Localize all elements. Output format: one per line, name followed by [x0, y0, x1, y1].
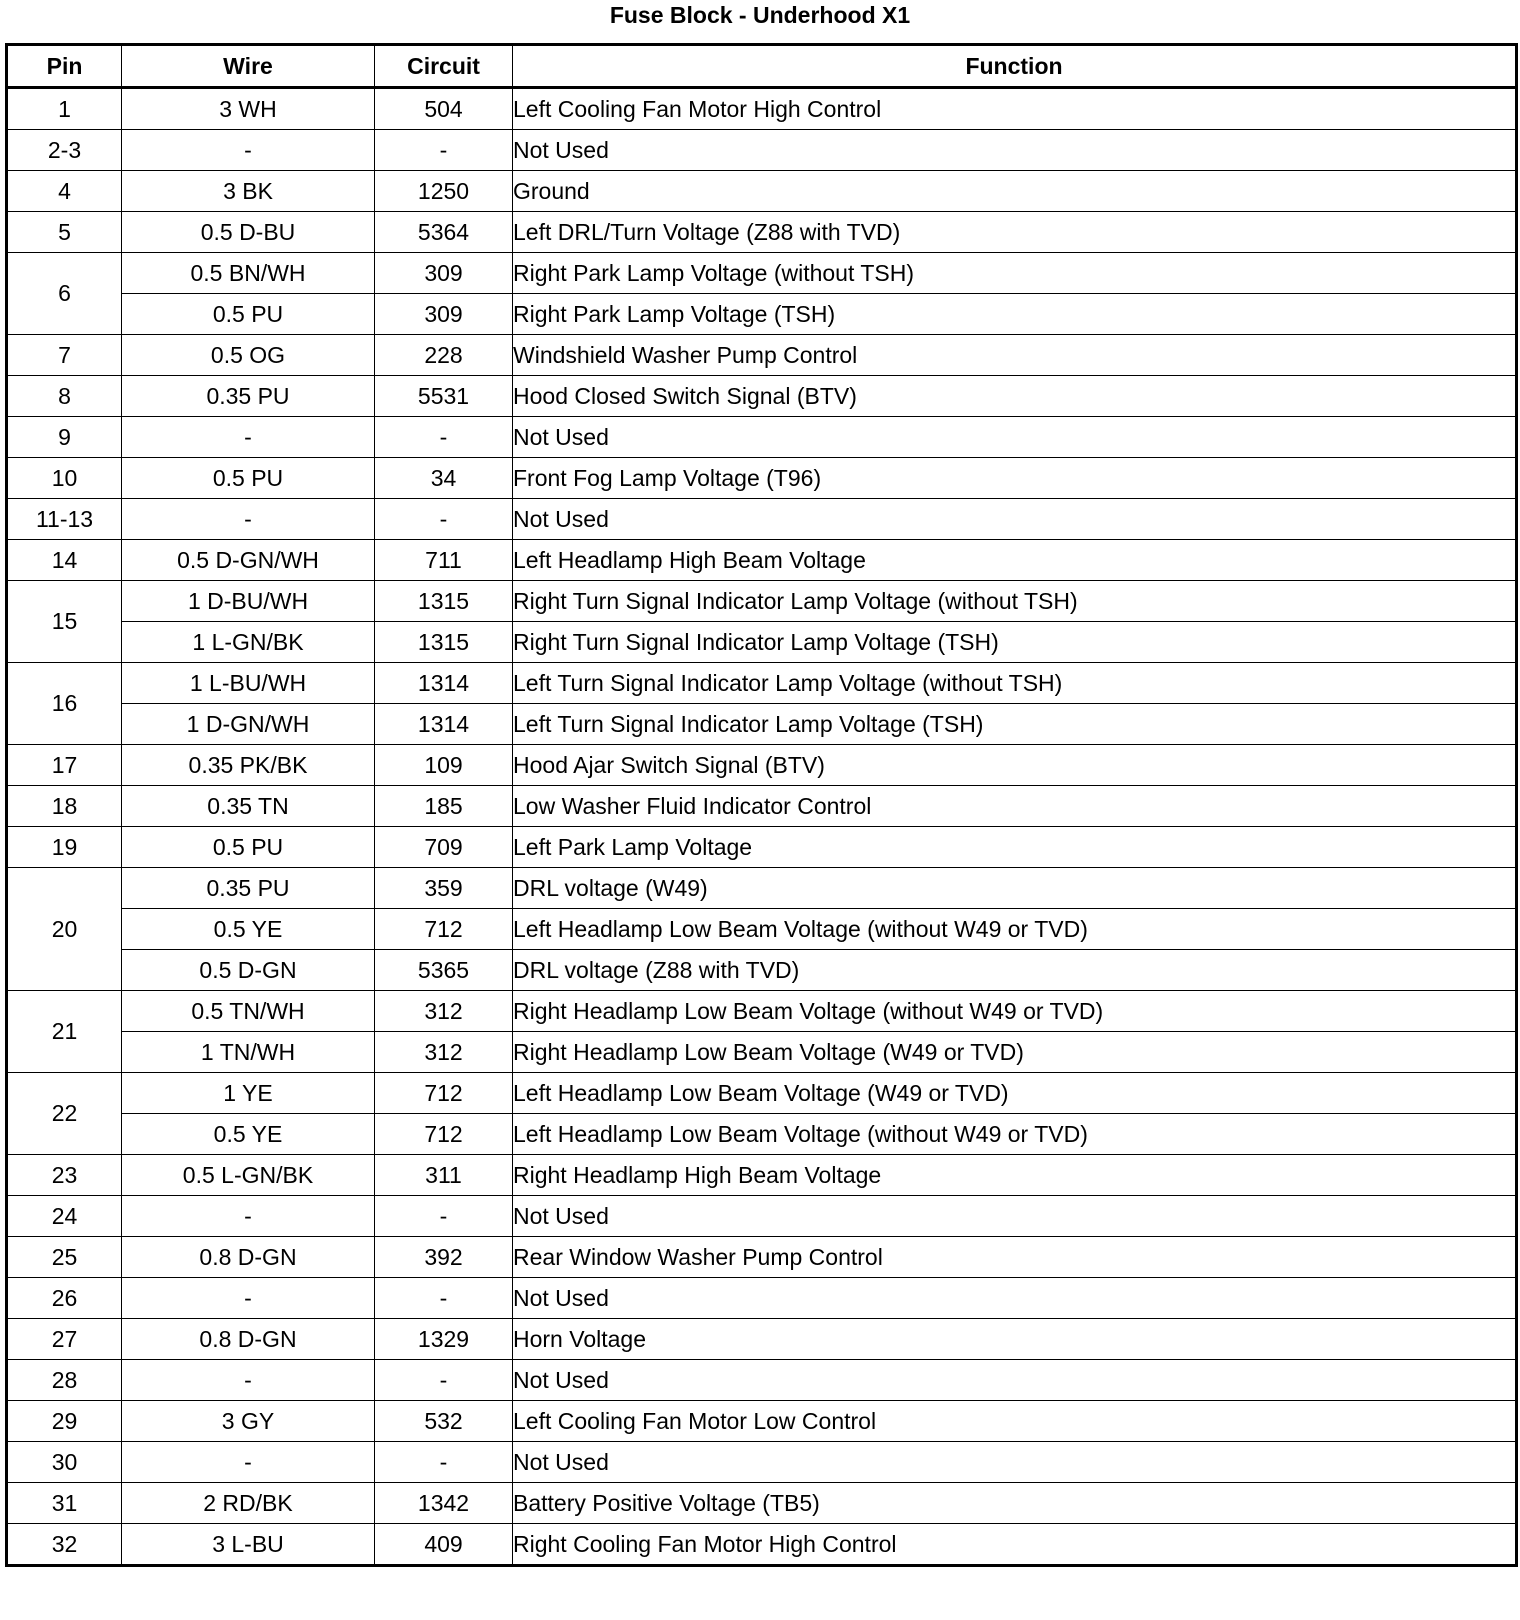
wire-cell: 2 RD/BK	[122, 1483, 375, 1524]
pin-cell: 25	[7, 1237, 122, 1278]
circuit-cell: 711	[375, 540, 513, 581]
pin-cell: 7	[7, 335, 122, 376]
table-row	[7, 909, 1517, 950]
table-row	[7, 1442, 1517, 1483]
function-cell: Hood Closed Switch Signal (BTV)	[513, 376, 1517, 417]
circuit-cell: 1329	[375, 1319, 513, 1360]
circuit-cell: 709	[375, 827, 513, 868]
pin-cell: 28	[7, 1360, 122, 1401]
pin-cell: 1	[7, 88, 122, 130]
function-cell: Left Headlamp Low Beam Voltage (without W49 or TVD)	[513, 1114, 1517, 1155]
function-cell: Left Cooling Fan Motor High Control	[513, 88, 1517, 130]
function-cell: Left Headlamp High Beam Voltage	[513, 540, 1517, 581]
table-row	[7, 376, 1517, 417]
function-cell: Rear Window Washer Pump Control	[513, 1237, 1517, 1278]
table-row	[7, 1032, 1517, 1073]
circuit-cell: 5365	[375, 950, 513, 991]
function-cell: DRL voltage (Z88 with TVD)	[513, 950, 1517, 991]
circuit-cell: 228	[375, 335, 513, 376]
wire-cell: 1 TN/WH	[122, 1032, 375, 1073]
table-row	[7, 827, 1517, 868]
pin-cell: 10	[7, 458, 122, 499]
table-row	[7, 335, 1517, 376]
wire-cell: 0.35 PK/BK	[122, 745, 375, 786]
function-cell: Left Headlamp Low Beam Voltage (without W49 or TVD)	[513, 909, 1517, 950]
function-cell: Left Turn Signal Indicator Lamp Voltage (TSH)	[513, 704, 1517, 745]
header-pin: Pin	[7, 45, 122, 88]
function-cell: Windshield Washer Pump Control	[513, 335, 1517, 376]
pin-cell: 2-3	[7, 130, 122, 171]
function-cell: Not Used	[513, 417, 1517, 458]
pin-cell: 30	[7, 1442, 122, 1483]
table-row	[7, 499, 1517, 540]
wire-cell: -	[122, 1278, 375, 1319]
wire-cell: -	[122, 499, 375, 540]
function-cell: Not Used	[513, 1278, 1517, 1319]
wire-cell: 1 L-BU/WH	[122, 663, 375, 704]
table-row	[7, 1483, 1517, 1524]
table-row	[7, 622, 1517, 663]
table-row	[7, 1319, 1517, 1360]
pin-table	[5, 43, 1518, 1567]
circuit-cell: 1315	[375, 622, 513, 663]
wire-cell: 0.5 TN/WH	[122, 991, 375, 1032]
table-row	[7, 417, 1517, 458]
circuit-cell: 34	[375, 458, 513, 499]
wire-cell: 0.5 PU	[122, 827, 375, 868]
table-row	[7, 991, 1517, 1032]
table-row	[7, 745, 1517, 786]
pin-cell: 11-13	[7, 499, 122, 540]
circuit-cell: 312	[375, 1032, 513, 1073]
table-row	[7, 1524, 1517, 1566]
pin-cell: 24	[7, 1196, 122, 1237]
pin-cell: 4	[7, 171, 122, 212]
circuit-cell: 109	[375, 745, 513, 786]
pin-cell: 8	[7, 376, 122, 417]
wire-cell: 3 GY	[122, 1401, 375, 1442]
table-row	[7, 1155, 1517, 1196]
wire-cell: -	[122, 130, 375, 171]
pin-cell: 27	[7, 1319, 122, 1360]
function-cell: Right Cooling Fan Motor High Control	[513, 1524, 1517, 1566]
pin-cell: 29	[7, 1401, 122, 1442]
table-row	[7, 540, 1517, 581]
table-row	[7, 130, 1517, 171]
table-row	[7, 581, 1517, 622]
wire-cell: 3 BK	[122, 171, 375, 212]
circuit-cell: 1250	[375, 171, 513, 212]
pin-cell: 26	[7, 1278, 122, 1319]
wire-cell: 0.8 D-GN	[122, 1237, 375, 1278]
circuit-cell: -	[375, 1442, 513, 1483]
table-row	[7, 1196, 1517, 1237]
function-cell: Low Washer Fluid Indicator Control	[513, 786, 1517, 827]
function-cell: Right Park Lamp Voltage (TSH)	[513, 294, 1517, 335]
wire-cell: -	[122, 417, 375, 458]
circuit-cell: -	[375, 1196, 513, 1237]
wire-cell: 0.35 PU	[122, 868, 375, 909]
pin-cell: 19	[7, 827, 122, 868]
function-cell: Left Turn Signal Indicator Lamp Voltage (without TSH)	[513, 663, 1517, 704]
wire-cell: -	[122, 1360, 375, 1401]
function-cell: Right Headlamp High Beam Voltage	[513, 1155, 1517, 1196]
circuit-cell: 712	[375, 1114, 513, 1155]
wire-cell: 0.5 BN/WH	[122, 253, 375, 294]
wire-cell: -	[122, 1196, 375, 1237]
pin-cell: 9	[7, 417, 122, 458]
table-row	[7, 1360, 1517, 1401]
function-cell: Left Park Lamp Voltage	[513, 827, 1517, 868]
table-row	[7, 704, 1517, 745]
wire-cell: 0.5 PU	[122, 294, 375, 335]
pin-cell: 18	[7, 786, 122, 827]
circuit-cell: 309	[375, 253, 513, 294]
circuit-cell: 1315	[375, 581, 513, 622]
circuit-cell: 504	[375, 88, 513, 130]
header-circuit: Circuit	[375, 45, 513, 88]
wire-cell: 3 WH	[122, 88, 375, 130]
circuit-cell: 359	[375, 868, 513, 909]
pin-cell: 22	[7, 1073, 122, 1155]
function-cell: Battery Positive Voltage (TB5)	[513, 1483, 1517, 1524]
pin-cell: 6	[7, 253, 122, 335]
wire-cell: 0.5 YE	[122, 1114, 375, 1155]
pin-cell: 23	[7, 1155, 122, 1196]
circuit-cell: -	[375, 1278, 513, 1319]
function-cell: Not Used	[513, 1196, 1517, 1237]
table-row	[7, 786, 1517, 827]
table-row	[7, 253, 1517, 294]
pin-cell: 20	[7, 868, 122, 991]
function-cell: Right Headlamp Low Beam Voltage (W49 or TVD)	[513, 1032, 1517, 1073]
table-body	[7, 88, 1517, 1566]
wire-cell: 1 YE	[122, 1073, 375, 1114]
wire-cell: -	[122, 1442, 375, 1483]
wire-cell: 1 D-GN/WH	[122, 704, 375, 745]
wire-cell: 0.5 OG	[122, 335, 375, 376]
table-row	[7, 294, 1517, 335]
circuit-cell: -	[375, 417, 513, 458]
function-cell: Not Used	[513, 130, 1517, 171]
circuit-cell: -	[375, 130, 513, 171]
page-title: Fuse Block - Underhood X1	[609, 2, 911, 28]
table-row	[7, 1401, 1517, 1442]
wire-cell: 0.5 D-GN	[122, 950, 375, 991]
function-cell: Not Used	[513, 499, 1517, 540]
circuit-cell: 5364	[375, 212, 513, 253]
circuit-cell: 409	[375, 1524, 513, 1566]
pin-cell: 32	[7, 1524, 122, 1566]
circuit-cell: 312	[375, 991, 513, 1032]
circuit-cell: 309	[375, 294, 513, 335]
function-cell: Horn Voltage	[513, 1319, 1517, 1360]
function-cell: DRL voltage (W49)	[513, 868, 1517, 909]
function-cell: Left Cooling Fan Motor Low Control	[513, 1401, 1517, 1442]
wire-cell: 0.8 D-GN	[122, 1319, 375, 1360]
header-wire: Wire	[122, 45, 375, 88]
wire-cell: 0.35 TN	[122, 786, 375, 827]
function-cell: Right Headlamp Low Beam Voltage (without W49 or TVD)	[513, 991, 1517, 1032]
circuit-cell: 1314	[375, 663, 513, 704]
table-header-row	[7, 45, 1517, 88]
wire-cell: 0.5 L-GN/BK	[122, 1155, 375, 1196]
function-cell: Front Fog Lamp Voltage (T96)	[513, 458, 1517, 499]
table-row	[7, 1073, 1517, 1114]
wire-cell: 0.5 D-GN/WH	[122, 540, 375, 581]
table-row	[7, 212, 1517, 253]
function-cell: Right Turn Signal Indicator Lamp Voltage (TSH)	[513, 622, 1517, 663]
circuit-cell: 392	[375, 1237, 513, 1278]
table-row	[7, 171, 1517, 212]
circuit-cell: 1342	[375, 1483, 513, 1524]
table-row	[7, 88, 1517, 130]
header-function: Function	[513, 45, 1517, 88]
table-row	[7, 663, 1517, 704]
circuit-cell: 185	[375, 786, 513, 827]
table-row	[7, 1237, 1517, 1278]
wire-cell: 1 D-BU/WH	[122, 581, 375, 622]
table-row	[7, 1114, 1517, 1155]
wire-cell: 0.5 PU	[122, 458, 375, 499]
circuit-cell: 311	[375, 1155, 513, 1196]
function-cell: Hood Ajar Switch Signal (BTV)	[513, 745, 1517, 786]
function-cell: Left DRL/Turn Voltage (Z88 with TVD)	[513, 212, 1517, 253]
function-cell: Not Used	[513, 1360, 1517, 1401]
circuit-cell: 712	[375, 909, 513, 950]
table-row	[7, 458, 1517, 499]
table-row	[7, 868, 1517, 909]
wire-cell: 0.5 YE	[122, 909, 375, 950]
function-cell: Not Used	[513, 1442, 1517, 1483]
pin-cell: 21	[7, 991, 122, 1073]
circuit-cell: 532	[375, 1401, 513, 1442]
pin-cell: 31	[7, 1483, 122, 1524]
circuit-cell: 712	[375, 1073, 513, 1114]
pin-cell: 16	[7, 663, 122, 745]
circuit-cell: -	[375, 1360, 513, 1401]
wire-cell: 1 L-GN/BK	[122, 622, 375, 663]
wire-cell: 0.5 D-BU	[122, 212, 375, 253]
pin-cell: 5	[7, 212, 122, 253]
table-row	[7, 950, 1517, 991]
wire-cell: 0.35 PU	[122, 376, 375, 417]
pin-cell: 15	[7, 581, 122, 663]
table-row	[7, 1278, 1517, 1319]
circuit-cell: 1314	[375, 704, 513, 745]
wire-cell: 3 L-BU	[122, 1524, 375, 1566]
circuit-cell: -	[375, 499, 513, 540]
function-cell: Right Turn Signal Indicator Lamp Voltage (without TSH)	[513, 581, 1517, 622]
pin-cell: 14	[7, 540, 122, 581]
function-cell: Ground	[513, 171, 1517, 212]
circuit-cell: 5531	[375, 376, 513, 417]
pin-cell: 17	[7, 745, 122, 786]
function-cell: Right Park Lamp Voltage (without TSH)	[513, 253, 1517, 294]
function-cell: Left Headlamp Low Beam Voltage (W49 or TVD)	[513, 1073, 1517, 1114]
